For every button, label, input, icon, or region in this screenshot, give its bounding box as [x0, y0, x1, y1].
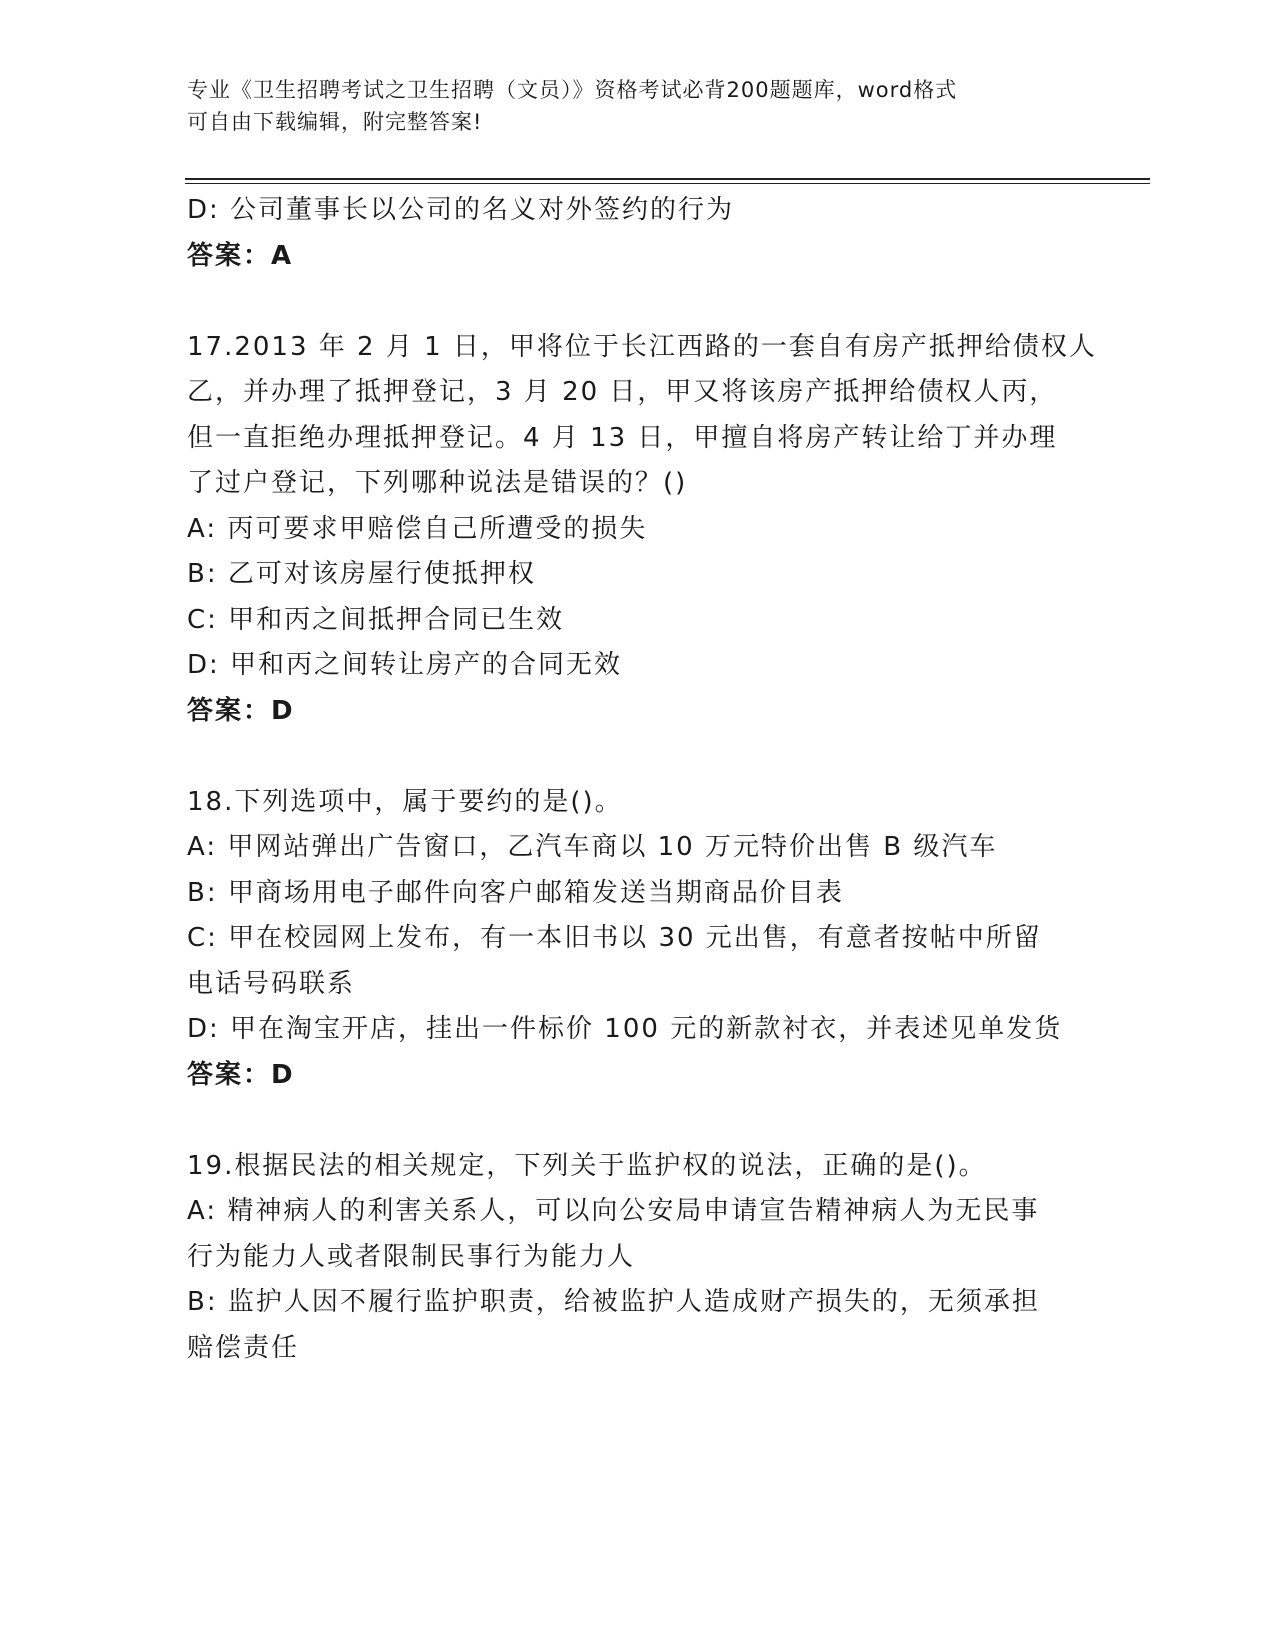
spacer — [187, 1098, 1087, 1144]
option-line: C: 甲和丙之间抵押合同已生效 — [187, 604, 565, 635]
option-line: D: 公司董事长以公司的名义对外签约的行为 — [187, 195, 735, 225]
option-line: 电话号码联系 — [187, 968, 356, 999]
answer-line: 答案：D — [187, 695, 295, 726]
question-stem: 但一直拒绝办理抵押登记。4 月 13 日，甲擅自将房产转让给丁并办理 — [187, 422, 1058, 453]
spacer — [187, 734, 1087, 780]
header-line: 可自由下载编辑，附完整答案! — [187, 110, 483, 134]
option-line: 赔偿责任 — [187, 1332, 300, 1363]
question-content — [187, 188, 1097, 1371]
spacer — [187, 279, 1087, 325]
option-line: A: 丙可要求甲赔偿自己所遭受的损失 — [187, 513, 648, 544]
question-stem: 17.2013 年 2 月 1 日，甲将位于长江西路的一套自有房产抵押给债权人 — [187, 331, 1097, 362]
question-stem: 了过户登记，下列哪种说法是错误的？() — [187, 468, 688, 498]
page-header — [187, 74, 1087, 138]
question-stem: 19.根据民法的相关规定，下列关于监护权的说法，正确的是()。 — [187, 1150, 987, 1181]
option-line: B: 乙可对该房屋行使抵押权 — [187, 559, 536, 589]
answer-line: 答案：D — [187, 1059, 295, 1090]
answer-line: 答案：A — [187, 240, 294, 271]
option-line: 行为能力人或者限制民事行为能力人 — [187, 1241, 636, 1272]
question-stem: 乙，并办理了抵押登记，3 月 20 日，甲又将该房产抵押给债权人丙， — [187, 377, 1058, 407]
option-line: A: 甲网站弹出广告窗口，乙汽车商以 10 万元特价出售 B 级汽车 — [187, 832, 998, 862]
option-line: D: 甲和丙之间转让房产的合同无效 — [187, 650, 623, 680]
option-line: B: 甲商场用电子邮件向客户邮箱发送当期商品价目表 — [187, 877, 844, 908]
header-divider — [185, 178, 1150, 184]
header-line: 专业《卫生招聘考试之卫生招聘（文员）》资格考试必背200题题库，word格式 — [187, 78, 958, 102]
option-line: C: 甲在校园网上发布，有一本旧书以 30 元出售，有意者按帖中所留 — [187, 923, 1042, 953]
option-line: D: 甲在淘宝开店，挂出一件标价 100 元的新款衬衣，并表述见单发货 — [187, 1014, 1063, 1044]
option-line: A: 精神病人的利害关系人，可以向公安局申请宣告精神病人为无民事 — [187, 1196, 1040, 1226]
question-stem: 18.下列选项中，属于要约的是()。 — [187, 786, 623, 817]
option-line: B: 监护人因不履行监护职责，给被监护人造成财产损失的，无须承担 — [187, 1287, 1040, 1317]
